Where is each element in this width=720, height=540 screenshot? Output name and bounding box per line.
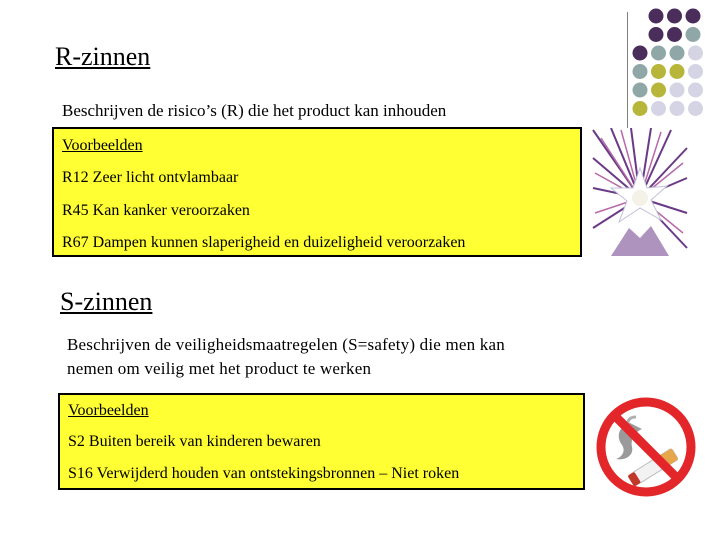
s-example-item: S16 Verwijderd houden van ontstekingsbronnen – Niet roken (68, 465, 460, 482)
decorative-divider-line (627, 12, 628, 130)
decorative-dot (633, 83, 648, 98)
r-examples-heading: Voorbeelden (62, 137, 143, 154)
s-example-item: S2 Buiten bereik van kinderen bewaren (68, 433, 321, 450)
decorative-dot (670, 101, 685, 116)
s-section-description-line2: nemen om veilig met het product te werken (67, 359, 372, 378)
decorative-dot (670, 83, 685, 98)
s-section-title: S-zinnen (60, 287, 153, 316)
decorative-dot (633, 101, 648, 116)
decorative-dot (651, 101, 666, 116)
decorative-dot (686, 27, 701, 42)
s-examples-box (58, 393, 585, 490)
r-examples-box (52, 127, 582, 257)
decorative-dot (651, 64, 666, 79)
decorative-dot (670, 46, 685, 61)
decorative-dot (688, 83, 703, 98)
decorative-dot (667, 9, 682, 24)
s-examples-heading: Voorbeelden (68, 402, 149, 419)
decorative-dot (633, 64, 648, 79)
r-example-item: R12 Zeer licht ontvlambaar (62, 169, 239, 186)
decorative-dot (649, 27, 664, 42)
decorative-dot (633, 46, 648, 61)
decorative-dot (688, 46, 703, 61)
decorative-dot (651, 46, 666, 61)
decorative-dot (670, 64, 685, 79)
no-smoking-icon (592, 393, 700, 501)
r-example-item: R45 Kan kanker veroorzaken (62, 202, 250, 219)
r-example-item: R67 Dampen kunnen slaperigheid en duizeligheid veroorzaken (62, 234, 466, 251)
decorative-dot (688, 64, 703, 79)
decorative-dot (649, 9, 664, 24)
explosion-icon (591, 128, 689, 256)
decorative-dot (651, 83, 666, 98)
r-section-title: R-zinnen (55, 42, 151, 71)
s-section-description-line1: Beschrijven de veiligheidsmaatregelen (S=safety) die men kan (67, 335, 505, 354)
decorative-dot (667, 27, 682, 42)
decorative-dot (688, 101, 703, 116)
r-section-description: Beschrijven de risico’s (R) die het product kan inhouden (62, 101, 447, 120)
decorative-dot (686, 9, 701, 24)
decorative-dot-grid (630, 6, 720, 124)
